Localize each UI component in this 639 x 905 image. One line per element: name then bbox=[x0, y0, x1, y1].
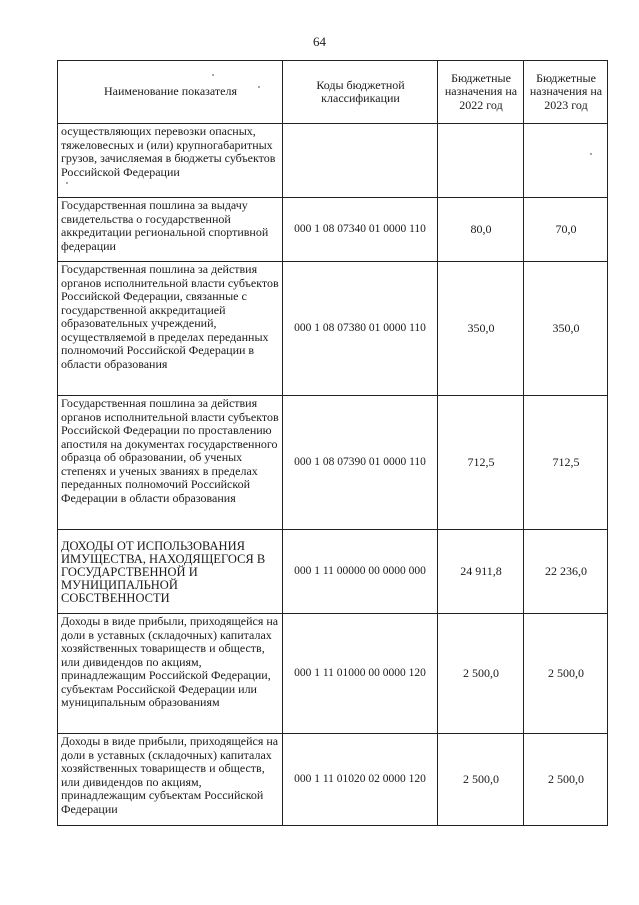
budget-code-cell bbox=[283, 124, 438, 198]
budget-2023-cell: 22 236,0 bbox=[524, 530, 608, 614]
budget-2023-cell: 2 500,0 bbox=[524, 614, 608, 734]
budget-code-cell: 000 1 11 01020 02 0000 120 bbox=[283, 734, 438, 826]
budget-code-cell: 000 1 11 01000 00 0000 120 bbox=[283, 614, 438, 734]
header-budget-code: Коды бюджетной классификации bbox=[283, 61, 438, 124]
budget-2023-cell: 712,5 bbox=[524, 396, 608, 530]
table-row bbox=[58, 734, 608, 826]
scan-speck bbox=[212, 74, 214, 76]
indicator-name-cell: Государственная пошлина за действия органов исполнительной власти субъектов Российской Федерации по проставлению апостиля на документах государственного образца об образовании, об ученых степенях и ученых званиях в пределах переданных полномочий Российской Федерации в области образования bbox=[58, 396, 283, 530]
budget-2022-cell: 2 500,0 bbox=[438, 734, 524, 826]
budget-code-cell: 000 1 11 00000 00 0000 000 bbox=[283, 530, 438, 614]
budget-2022-cell: 24 911,8 bbox=[438, 530, 524, 614]
page-number: 64 bbox=[313, 34, 326, 49]
table-row bbox=[58, 396, 608, 530]
indicator-name-cell: Доходы в виде прибыли, приходящейся на доли в уставных (складочных) капиталах хозяйственных товариществ и обществ, или дивидендов по акциям, принадлежащим Российской Федерации, субъектам Российской Федерации или муниципальным образованиям bbox=[58, 614, 283, 734]
budget-table bbox=[57, 60, 608, 826]
header-budget-2022: Бюджетные назначения на 2022 год bbox=[438, 61, 524, 124]
table-body bbox=[58, 124, 608, 826]
budget-2022-cell: 350,0 bbox=[438, 262, 524, 396]
indicator-name-cell: Государственная пошлина за действия органов исполнительной власти субъектов Российской Федерации, связанные с государственной аккредитацией образовательных учреждений, осуществляемой в пределах переданных полномочий Российской Федерации в области образования bbox=[58, 262, 283, 396]
header-budget-2023: Бюджетные назначения на 2023 год bbox=[524, 61, 608, 124]
indicator-name-cell: Государственная пошлина за выдачу свидетельства о государственной аккредитации региональной спортивной федерации bbox=[58, 198, 283, 262]
scan-speck bbox=[66, 182, 68, 184]
budget-2022-cell: 80,0 bbox=[438, 198, 524, 262]
indicator-name-cell: осуществляющих перевозки опасных, тяжеловесных и (или) крупногабаритных грузов, зачисляемая в бюджеты субъектов Российской Федерации bbox=[58, 124, 283, 198]
indicator-name-cell: ДОХОДЫ ОТ ИСПОЛЬЗОВАНИЯ ИМУЩЕСТВА, НАХОДЯЩЕГОСЯ В ГОСУДАРСТВЕННОЙ И МУНИЦИПАЛЬНОЙ СОБСТВЕННОСТИ bbox=[58, 530, 283, 614]
budget-2023-cell: 350,0 bbox=[524, 262, 608, 396]
budget-2022-cell bbox=[438, 124, 524, 198]
table-row bbox=[58, 124, 608, 198]
table-row bbox=[58, 614, 608, 734]
header-indicator-name: Наименование показателя bbox=[58, 61, 283, 124]
budget-2023-cell: 2 500,0 bbox=[524, 734, 608, 826]
table-header-row bbox=[58, 61, 608, 124]
budget-code-cell: 000 1 08 07380 01 0000 110 bbox=[283, 262, 438, 396]
budget-2022-cell: 2 500,0 bbox=[438, 614, 524, 734]
budget-code-cell: 000 1 08 07340 01 0000 110 bbox=[283, 198, 438, 262]
scan-speck bbox=[590, 153, 592, 155]
budget-2023-cell: 70,0 bbox=[524, 198, 608, 262]
scan-speck bbox=[258, 86, 260, 88]
table-row bbox=[58, 262, 608, 396]
table-row bbox=[58, 530, 608, 614]
budget-code-cell: 000 1 08 07390 01 0000 110 bbox=[283, 396, 438, 530]
budget-2022-cell: 712,5 bbox=[438, 396, 524, 530]
table-row bbox=[58, 198, 608, 262]
indicator-name-cell: Доходы в виде прибыли, приходящейся на доли в уставных (складочных) капиталах хозяйственных товариществ и обществ, или дивидендов по акциям, принадлежащим субъектам Российской Федерации bbox=[58, 734, 283, 826]
budget-2023-cell bbox=[524, 124, 608, 198]
